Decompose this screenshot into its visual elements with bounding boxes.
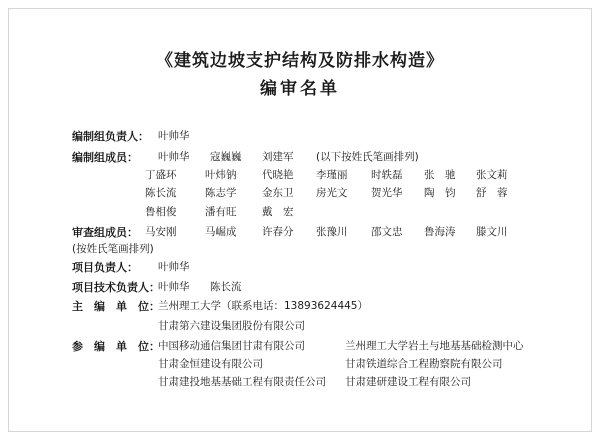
participants-row-2 — [0, 356, 600, 374]
participant-unit: 甘肃建研建设工程有限公司 — [345, 376, 471, 388]
editor-name: 贺光华 — [371, 187, 403, 199]
editor-name: 丁盛环 — [145, 169, 177, 181]
project-tech-leader-label: 项目技术负责人： — [72, 281, 160, 294]
editors-row-2 — [0, 167, 600, 185]
document-title: 《建筑边坡支护结构及防排水构造》 — [156, 51, 444, 71]
participant-unit: 甘肃金恒建设有限公司 — [158, 358, 263, 370]
editor-name: 房光文 — [316, 187, 348, 199]
chief-editor-unit: 兰州理工大学（联系电话：13893624445） — [158, 300, 368, 312]
editors-label: 编制组成员： — [72, 151, 138, 164]
project-leader-label: 项目负责人： — [72, 261, 138, 274]
editor-name: 叶炜钠 — [205, 169, 237, 181]
editor-name: 张文莉 — [476, 169, 508, 181]
editors-order-note: (以下按姓氏笔画排列) — [316, 151, 419, 163]
editor-name: 寇巍巍 — [210, 151, 242, 163]
participant-unit: 兰州理工大学岩土与地基基础检测中心 — [345, 340, 524, 352]
editor-name: 时轶磊 — [371, 169, 403, 181]
editor-leader-name: 叶帅华 — [158, 130, 190, 142]
editor-leader-row — [0, 128, 600, 146]
editors-row-1 — [0, 149, 600, 167]
chief-editor-row — [0, 298, 600, 316]
editor-name: 陈志学 — [205, 187, 237, 199]
reviewers-row — [0, 224, 600, 242]
editor-name: 代晓艳 — [262, 169, 294, 181]
reviewer-name: 滕文川 — [476, 226, 508, 238]
editor-name: 刘建军 — [262, 151, 294, 163]
editor-name: 陈长流 — [145, 187, 177, 199]
project-leader-row — [0, 259, 600, 277]
editor-name: 李瑾丽 — [316, 169, 348, 181]
document-subtitle: 编审名单 — [260, 79, 340, 99]
reviewer-name: 鲁海涛 — [424, 226, 456, 238]
editors-row-4 — [0, 204, 600, 222]
project-tech-leader-name: 叶帅华 — [158, 281, 190, 293]
participants-row-1 — [0, 338, 600, 356]
editor-name: 戴 宏 — [262, 206, 294, 218]
reviewer-name: 马安刚 — [145, 226, 177, 238]
project-tech-leader-row — [0, 279, 600, 297]
participant-unit: 甘肃建投地基基础工程有限责任公司 — [158, 376, 326, 388]
editor-name: 舒 蓉 — [476, 187, 508, 199]
participants-label: 参 编 单 位： — [72, 340, 160, 353]
editor-name: 陶 钧 — [424, 187, 456, 199]
chief-editor-unit: 甘肃第六建设集团股份有限公司 — [158, 320, 305, 332]
reviewers-note-row — [0, 241, 600, 259]
editor-name: 鲁相俊 — [145, 206, 177, 218]
reviewers-label: 审查组成员： — [72, 226, 138, 239]
project-leader-name: 叶帅华 — [158, 261, 190, 273]
participant-unit: 甘肃铁道综合工程勘察院有限公司 — [345, 358, 503, 370]
reviewer-name: 邵文忠 — [371, 226, 403, 238]
editor-name: 潘有旺 — [205, 206, 237, 218]
chief-editor-row-2 — [0, 318, 600, 336]
editor-name: 张 驰 — [424, 169, 456, 181]
participant-unit: 中国移动通信集团甘肃有限公司 — [158, 340, 305, 352]
reviewer-name: 马崛成 — [205, 226, 237, 238]
editors-row-3 — [0, 185, 600, 203]
participants-row-3 — [0, 374, 600, 392]
reviewer-name: 许春分 — [262, 226, 294, 238]
editor-name: 叶帅华 — [158, 151, 190, 163]
reviewer-name: 张豫川 — [316, 226, 348, 238]
project-tech-leader-name: 陈长流 — [210, 281, 242, 293]
editor-leader-label: 编制组负责人： — [72, 130, 149, 143]
reviewers-order-note: (按姓氏笔画排列) — [72, 243, 154, 255]
chief-editor-label: 主 编 单 位： — [72, 300, 160, 313]
editor-name: 金东卫 — [262, 187, 294, 199]
